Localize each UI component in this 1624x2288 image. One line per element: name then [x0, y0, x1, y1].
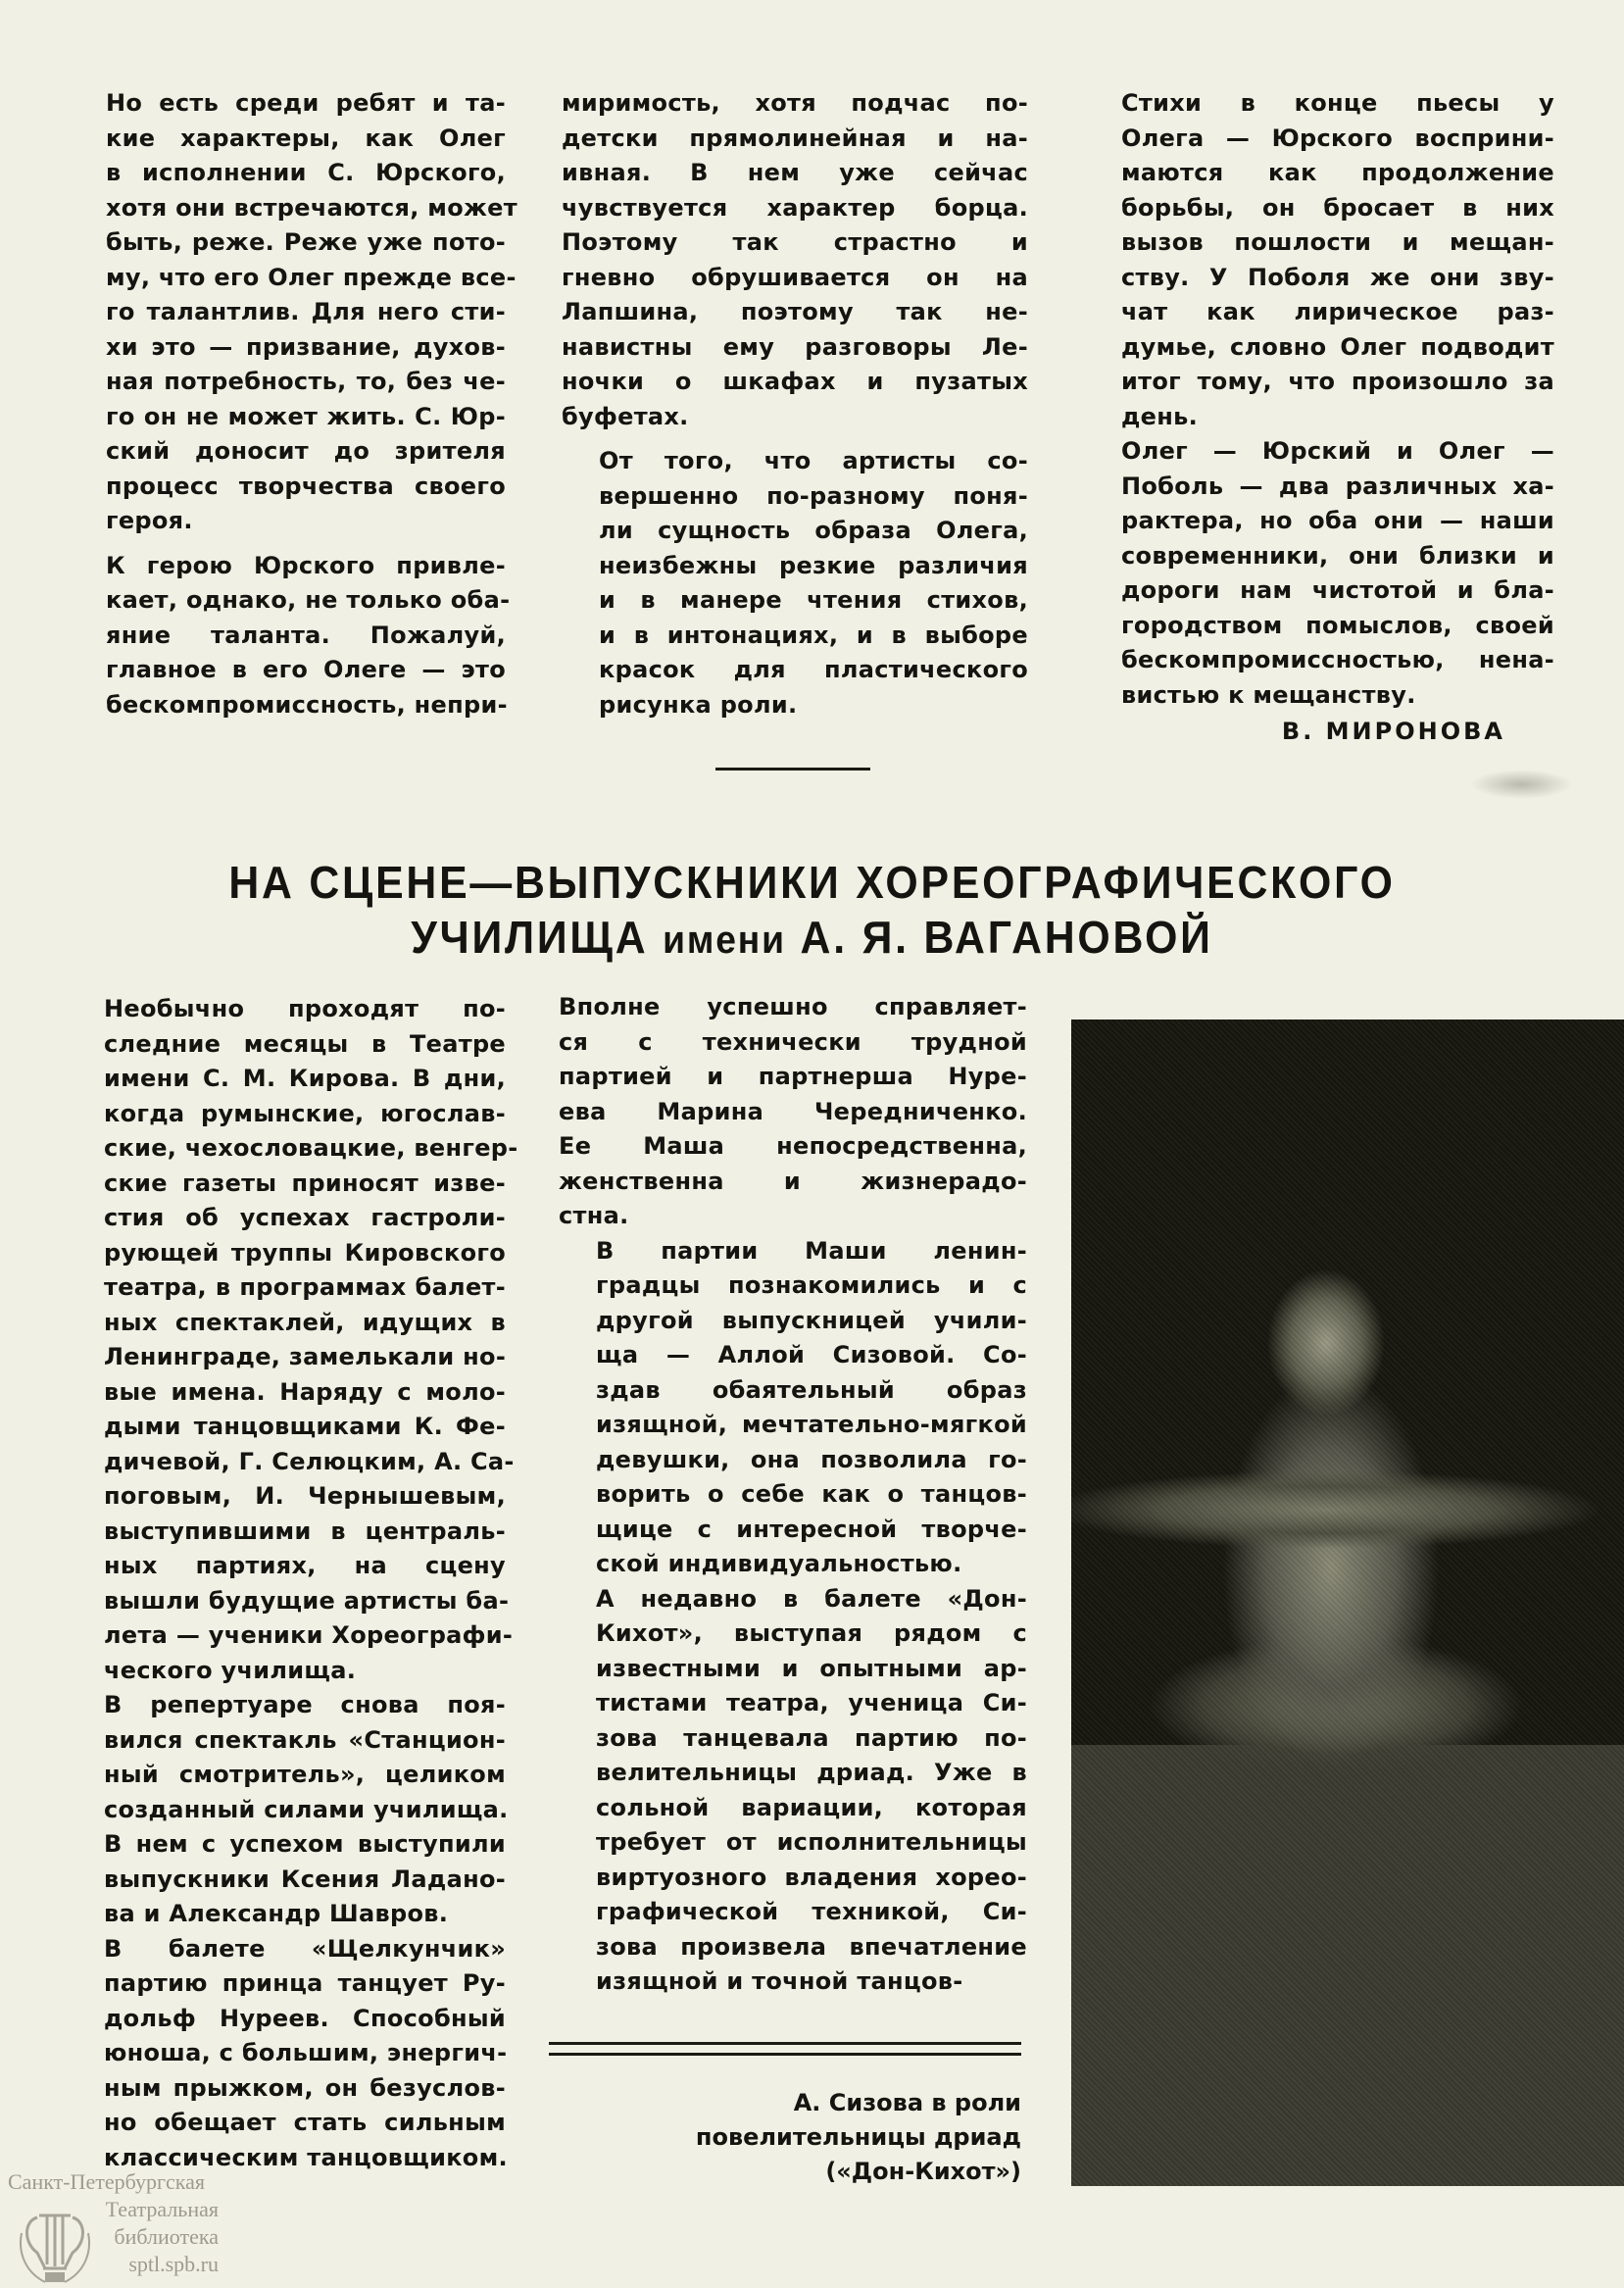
paragraph [1084, 86, 1554, 434]
text-line: день. [1121, 402, 1199, 430]
paragraph [67, 992, 518, 1688]
text-line: От того, что артисты со- [599, 447, 1028, 474]
text-line: театра, в программах балет- [104, 1273, 506, 1301]
text-line: Поболь — два различных ха- [1121, 472, 1554, 500]
paragraph [69, 549, 511, 723]
text-line: партию принца танцует Ру- [104, 1969, 506, 1997]
text-line: Стихи в конце пьесы у [1121, 89, 1554, 117]
library-watermark [8, 2168, 219, 2281]
text-line: щице с интересной творче- [596, 1515, 1027, 1543]
text-line: Олега — Юрского восприни- [1121, 124, 1554, 152]
text-line: современники, они близки и [1121, 541, 1554, 570]
text-line: требует от исполнительницы [596, 1828, 1027, 1856]
paragraph [69, 86, 517, 539]
text-line: ным прыжком, он безуслов- [104, 2073, 506, 2102]
headline-line-2c: А. Я. ВАГАНОВОЙ [785, 912, 1213, 963]
article2-headline [57, 855, 1567, 968]
text-line: кие характеры, как Олег [106, 124, 506, 152]
text-line: В балете «Щелкунчик» [104, 1934, 506, 1963]
text-line: женственна и жизнерадо- [559, 1167, 1027, 1195]
text-line: му, что его Олег прежде все- [106, 263, 517, 291]
caption-line-2: повелительницы дриад [695, 2123, 1021, 2151]
text-line: Олег — Юрский и Олег — [1121, 437, 1554, 465]
text-line: созданный силами училища. [104, 1795, 509, 1823]
text-line: гневно обрушивается он на [562, 263, 1028, 291]
ballerina-photo [1071, 1020, 1624, 2186]
text-line: го талантлив. Для него сти- [106, 298, 506, 325]
text-line: зова произвела впечатление [596, 1932, 1027, 1961]
text-line: Но есть среди ребят и та- [106, 89, 506, 117]
caption-rule-top [549, 2042, 1021, 2045]
text-line: миримость, хотя подчас по- [562, 89, 1028, 117]
text-line: имени С. М. Кирова. В дни, [104, 1065, 506, 1092]
lyre-icon [16, 2204, 94, 2288]
text-line: ева Марина Чередниченко. [559, 1097, 1027, 1125]
text-line: Поэтому так страстно и [562, 228, 1028, 256]
text-line: вые имена. Наряду с моло- [104, 1377, 506, 1406]
text-line: бескомпромиссностью, нена- [1121, 646, 1554, 673]
paragraph [559, 1234, 1027, 1582]
text-line: неизбежны резкие различия [599, 551, 1028, 579]
text-line: ский доносит до зрителя [106, 437, 506, 465]
text-line: городством помыслов, своей [1121, 611, 1554, 639]
text-line: быть, реже. Реже уже пото- [106, 228, 506, 256]
text-line: Лапшина, поэтому так не- [562, 298, 1028, 325]
paragraph [559, 990, 1027, 1234]
text-line: яние таланта. Пожалуй, [106, 621, 506, 649]
text-line: бескомпромиссность, непри- [106, 690, 508, 719]
text-line: ческого училища. [104, 1656, 357, 1684]
text-line: ный смотритель», целиком [104, 1761, 506, 1788]
text-line: навистны ему разговоры Ле- [562, 332, 1028, 361]
print-smudge [1470, 770, 1573, 799]
text-line: тистами театра, ученица Си- [596, 1689, 1027, 1716]
text-line: другой выпускницей учили- [596, 1306, 1027, 1334]
text-line: ивная. В нем уже сейчас [562, 159, 1028, 186]
text-line: изящной и точной танцов- [596, 1967, 963, 1995]
article2-column-1 [67, 992, 518, 2175]
text-line: буфетах. [562, 402, 689, 430]
text-line: детски прямолинейная и на- [562, 124, 1028, 152]
text-line: дичевой, Г. Селюцким, А. Са- [104, 1447, 515, 1475]
article1-column-2 [562, 86, 1028, 722]
text-line: классическим танцовщиком. [104, 2143, 508, 2171]
watermark-line-3: библиотека [114, 2224, 219, 2249]
headline-line-1: НА СЦЕНЕ—ВЫПУСКНИКИ ХОРЕОГРАФИЧЕСКОГО [228, 857, 1396, 908]
text-line: стна. [559, 1202, 629, 1229]
text-line: ва и Александр Шавров. [104, 1900, 449, 1927]
text-line: Вполне успешно справляет- [559, 993, 1027, 1020]
text-line: В репертуаре снова поя- [104, 1691, 506, 1718]
text-line: выпускники Ксения Ладано- [104, 1865, 506, 1893]
text-line: кает, однако, не только оба- [106, 586, 511, 614]
text-line: ных партиях, на сцену [104, 1552, 506, 1579]
paragraph [562, 86, 1028, 434]
photo-caption [549, 2086, 1021, 2189]
text-line: вышли будущие артисты ба- [104, 1586, 510, 1615]
paragraph [1084, 434, 1554, 713]
text-line: рующей труппы Кировского [104, 1238, 506, 1267]
text-line: велительницы дриад. Уже в [596, 1759, 1027, 1786]
caption-line-3: («Дон-Кихот») [825, 2158, 1021, 2185]
text-line: хи это — призвание, духов- [106, 332, 506, 361]
paragraph [67, 1932, 506, 2176]
text-line: известными и опытными ар- [596, 1654, 1027, 1682]
text-line: градцы познакомились и с [596, 1271, 1027, 1299]
paragraph [67, 1688, 509, 1932]
text-line: А недавно в балете «Дон- [596, 1584, 1027, 1613]
text-line: сольной вариации, которая [596, 1793, 1027, 1821]
caption-rule-bottom [549, 2053, 1021, 2056]
text-line: следние месяцы в Театре [104, 1029, 506, 1058]
text-line: рисунка роли. [599, 690, 798, 719]
text-line: стия об успехах гастроли- [104, 1204, 506, 1231]
text-line: чувствуется характер борца. [562, 193, 1028, 222]
text-line: Ленинграде, замелькали но- [104, 1343, 507, 1370]
headline-line-2b: имени [663, 919, 786, 962]
text-line: рактера, но оба они — наши [1121, 507, 1554, 534]
text-line: ща — Аллой Сизовой. Со- [596, 1341, 1027, 1368]
watermark-line-1: Санкт-Петербургская [8, 2169, 205, 2194]
text-line: ству. У Поболя же они зву- [1121, 263, 1554, 291]
text-line: го он не может жить. С. Юр- [106, 402, 506, 430]
headline-line-2a: УЧИЛИЩА [411, 912, 664, 963]
text-line: партией и партнерша Нуре- [559, 1063, 1027, 1090]
text-line: ские, чехословацкие, венгер- [104, 1134, 518, 1162]
text-line: вызов пошлости и мещан- [1121, 228, 1554, 256]
text-line: Ее Маша непосредственна, [559, 1132, 1027, 1160]
text-line: выступившими в централь- [104, 1517, 506, 1545]
text-line: итог тому, что произошло за [1121, 368, 1554, 395]
text-line: ся с технически трудной [559, 1027, 1027, 1056]
text-line: девушки, она позволила го- [596, 1445, 1027, 1473]
text-line: Кихот», выступая рядом с [596, 1619, 1027, 1647]
text-line: здав обаятельный образ [596, 1375, 1027, 1404]
text-line: чат как лирическое раз- [1121, 298, 1554, 325]
watermark-line-2: Театральная [105, 2197, 219, 2221]
text-line: графической техникой, Си- [596, 1898, 1027, 1925]
text-line: В партии Маши ленин- [596, 1236, 1027, 1265]
text-line: юноша, с большим, энергич- [104, 2039, 508, 2066]
text-line: главное в его Олеге — это [106, 656, 506, 683]
article-separator [715, 768, 870, 771]
article1-column-1 [69, 86, 517, 722]
text-line: ночки о шкафах и пузатых [562, 368, 1028, 395]
text-line: хотя они встречаются, может [106, 193, 517, 222]
headline-line-2 [57, 910, 1567, 968]
text-line: красок для пластического [599, 656, 1028, 683]
author-signature: В. МИРОНОВА [1281, 718, 1505, 745]
text-line: дороги нам чистотой и бла- [1121, 576, 1554, 604]
text-line: ские газеты приносят изве- [104, 1169, 506, 1197]
text-line: поговым, И. Чернышевым, [104, 1482, 506, 1510]
text-line: В нем с успехом выступили [104, 1830, 506, 1858]
paragraph [559, 1582, 1027, 2000]
caption-line-1: А. Сизова в роли [793, 2089, 1021, 2116]
text-line: Необычно проходят по- [104, 995, 506, 1022]
text-line: и в интонациях, и в выборе [599, 621, 1028, 649]
text-line: ской индивидуальностью. [596, 1550, 962, 1577]
text-line: маются как продолжение [1121, 159, 1554, 186]
text-line: ных спектаклей, идущих в [104, 1308, 506, 1336]
article2-column-2 [559, 990, 1027, 2000]
text-line: борьбы, он бросает в них [1121, 193, 1554, 222]
text-line: К герою Юрского привле- [106, 551, 506, 579]
text-line: зова танцевала партию по- [596, 1723, 1027, 1752]
text-line: лета — ученики Хореографи- [104, 1621, 514, 1649]
text-line: в исполнении С. Юрского, [106, 159, 506, 186]
text-line: и в манере чтения стихов, [599, 586, 1028, 614]
watermark-line-4: sptl.spb.ru [128, 2252, 219, 2276]
text-line: ная потребность, то, без че- [106, 368, 506, 395]
paragraph [562, 444, 1028, 722]
text-line: дольф Нуреев. Способный [104, 2004, 506, 2032]
text-line: дыми танцовщиками К. Фе- [104, 1413, 506, 1440]
text-line: ворить о себе как о танцов- [596, 1480, 1027, 1508]
text-line: процесс творчества своего [106, 472, 506, 500]
text-line: думье, словно Олег подводит [1121, 332, 1554, 361]
text-line: но обещает стать сильным [104, 2109, 506, 2136]
text-line: когда румынские, югослав- [104, 1099, 506, 1127]
text-line: ли сущность образа Олега, [599, 517, 1028, 544]
text-line: изящной, мечтательно-мягкой [596, 1411, 1027, 1438]
text-line: вился спектакль «Станцион- [104, 1725, 506, 1754]
text-line: вершенно по-разному поня- [599, 481, 1028, 510]
text-line: виртуозного владения хорео- [596, 1863, 1027, 1891]
article1-column-3 [1084, 86, 1554, 750]
text-line: героя. [106, 507, 193, 534]
text-line: вистью к мещанству. [1121, 680, 1416, 709]
